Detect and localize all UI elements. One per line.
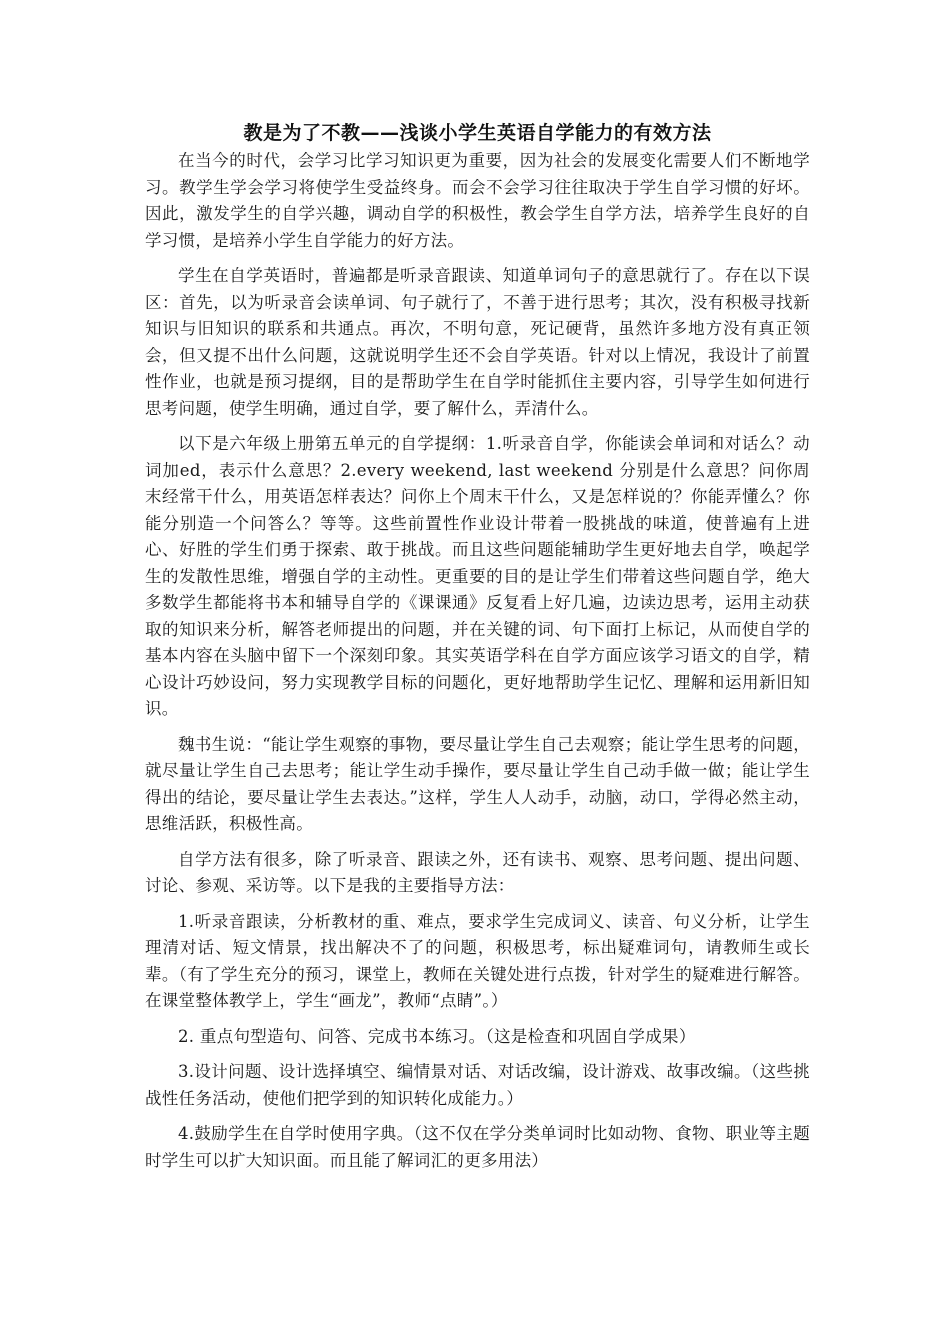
paragraph-misconceptions: 学生在自学英语时，普遍都是听录音跟读、知道单词句子的意思就行了。存在以下误区：首先，以为听录音会读单词、句子就行了，不善于进行思考；其次，没有积极寻找新知识与旧知识的联系和共通点。再次，不明句意，死记硬背，虽然许多地方没有真正领会，但又提不出什么问题，这就说明学生还不会自学英语。针对以上情况，我设计了前置性作业，也就是预习提纲，目的是帮助学生在自学时能抓住主要内容，引导学生如何进行思考问题，使学生明确，通过自学，要了解什么，弄清什么。 bbox=[145, 266, 810, 418]
paragraph-methods-intro: 自学方法有很多，除了听录音、跟读之外，还有读书、观察、思考问题、提出问题、讨论、参观、采访等。以下是我的主要指导方法： bbox=[145, 849, 810, 895]
paragraph-method-2: 2. 重点句型造句、问答、完成书本练习。（这是检查和巩固自学成果） bbox=[178, 1026, 696, 1046]
paragraph-method-1: 1.听录音跟读，分析教材的重、难点，要求学生完成词义、读音、句义分析，让学生理清对话、短文情景，找出解决不了的问题，积极思考，标出疑难词句，请教师生或长辈。（有了学生充分的预习，课堂上，教师在关键处进行点拨，针对学生的疑难进行解答。在课堂整体教学上，学生“画龙”，教师“点睛”。） bbox=[145, 911, 810, 1010]
paragraph-intro: 在当今的时代，会学习比学习知识更为重要，因为社会的发展变化需要人们不断地学习。教学生学会学习将使学生受益终身。而会不会学习往往取决于学生自学习惯的好坏。因此，激发学生的自学兴趣，调动自学的积极性，教会学生自学方法，培养学生良好的自学习惯，是培养小学生自学能力的好方法。 bbox=[145, 151, 810, 250]
paragraph-method-4: 4.鼓励学生在自学时使用字典。（这不仅在学分类单词时比如动物、食物、职业等主题时学生可以扩大知识面。而且能了解词汇的更多用法） bbox=[145, 1124, 810, 1170]
paragraph-study-outline: 以下是六年级上册第五单元的自学提纲：1.听录音自学，你能读会单词和对话么？动词加ed，表示什么意思？2.every weekend, last weekend 分别是什么意思？问你周末经常干什么，用英语怎样表达？问你上个周末干什么，又是怎样说的？你能弄懂么？你能分别造一个问答么？等等。这些前置性作业设计带着一股挑战的味道，使普遍有上进心、好胜的学生们勇于探索、敢于挑战。而且这些问题能辅助学生更好地去自学，唤起学生的发散性思维，增强自学的主动性。更重要的目的是让学生们带着这些问题自学，绝大多数学生都能将书本和辅导自学的《课课通》反复看上好几遍，边读边思考，运用主动获取的知识来分析，解答老师提出的问题，并在关键的词、句下面打上标记，从而使自学的基本内容在头脑中留下一个深刻印象。其实英语学科在自学方面应该学习语文的自学，精心设计巧妙设问，努力实现教学目标的问题化，更好地帮助学生记忆、理解和运用新旧知识。 bbox=[145, 434, 810, 718]
document-page bbox=[145, 118, 810, 1174]
paragraph-quote: 魏书生说：“能让学生观察的事物，要尽量让学生自己去观察；能让学生思考的问题，就尽量让学生自己去思考；能让学生动手操作，要尽量让学生自己动手做一做；能让学生得出的结论，要尽量让学生去表达。”这样，学生人人动手，动脑，动口，学得必然主动，思维活跃，积极性高。 bbox=[145, 734, 810, 833]
document-title: 教是为了不教——浅谈小学生英语自学能力的有效方法 bbox=[243, 122, 712, 144]
paragraph-method-3: 3.设计问题、设计选择填空、编情景对话、对话改编，设计游戏、故事改编。（这些挑战性任务活动，使他们把学到的知识转化成能力。） bbox=[145, 1062, 810, 1108]
